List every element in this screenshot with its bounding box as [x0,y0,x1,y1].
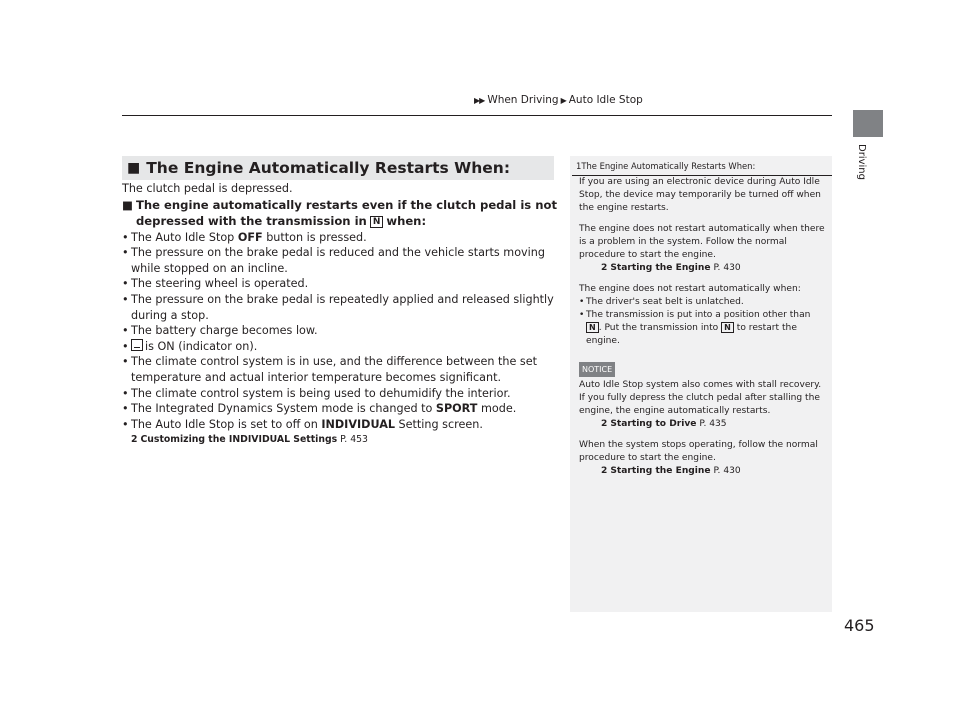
list-item: • The Integrated Dynamics System mode is changed to SPORT mode. [122,401,560,417]
page-number: 465 [844,616,875,635]
sidenote-panel [570,156,832,612]
defroster-icon [131,339,143,351]
sidenote-list [579,296,829,348]
cross-reference[interactable] [122,432,560,448]
reference-arrow-icon: 2 [601,466,608,476]
sidenote-paragraph: Auto Idle Stop system also comes with stall recovery. If you fully depress the clutch pedal after stalling the engine, the engine automatically restarts. [579,380,822,416]
arrow-icon: ▶ [560,96,567,105]
sidenote-paragraph: The engine does not restart automatically when there is a problem in the system. Follow the normal procedure to start the engine. [579,224,825,260]
list-item: • The climate control system is being used to dehumidify the interior. [122,386,560,402]
header-rule [122,115,832,116]
restart-conditions-list [122,230,560,433]
list-item: • The transmission is put into a position other than N . Put the transmission into N to restart the engine. [579,309,829,348]
chapter-label: Driving [856,144,867,180]
list-item: • The pressure on the brake pedal is reduced and the vehicle starts moving while stopped on an incline. [122,245,560,276]
main-content [122,181,560,448]
list-item: • The Auto Idle Stop OFF button is pressed. [122,230,560,246]
list-item: • The steering wheel is operated. [122,276,560,292]
subheading [122,197,560,230]
list-item: • The climate control system is in use, and the difference between the set temperature and actual interior temperature becomes significant. [122,354,560,385]
section-heading [122,156,554,180]
neutral-key-icon: N [370,216,384,228]
neutral-key-icon: N [721,322,734,333]
reference-arrow-icon: 1 [576,161,582,171]
cross-reference[interactable]: 2 Starting the Engine P. 430 [601,263,741,273]
breadcrumb-item-auto-idle-stop[interactable]: Auto Idle Stop [568,94,643,106]
reference-title[interactable]: Customizing the INDIVIDUAL Settings [140,434,338,446]
cross-reference[interactable]: 2 Starting to Drive P. 435 [601,419,727,429]
subheading-suffix: when: [386,214,427,229]
sidenote-heading: 1The Engine Automatically Restarts When: [576,161,756,171]
list-item: • is ON (indicator on). [122,339,560,355]
sidenote-paragraph: If you are using an electronic device during Auto Idle Stop, the device may temporarily be turned off when the engine restarts. [579,177,821,213]
sidenote-body [579,176,829,478]
subheading-text: The engine automatically restarts even if the clutch pedal is not depressed with the transmission in [136,197,557,229]
reference-arrow-icon: 2 [601,263,608,273]
section-title: The Engine Automatically Restarts When: [146,159,511,177]
breadcrumb [474,94,643,106]
sidenote-paragraph: When the system stops operating, follow the normal procedure to start the engine. [579,440,818,463]
list-item: • The pressure on the brake pedal is repeatedly applied and released slightly during a stop. [122,292,560,323]
reference-arrow-icon: 2 [131,434,138,446]
sidenote-paragraph: The engine does not restart automatically when: [579,284,801,294]
chapter-tab [853,110,883,137]
breadcrumb-item-when-driving[interactable]: When Driving [487,94,559,106]
reference-arrow-icon: 2 [601,419,608,429]
list-item: • The Auto Idle Stop is set to off on INDIVIDUAL Setting screen. [122,417,560,433]
neutral-key-icon: N [586,322,599,333]
square-bullet-icon: ■ [127,160,141,176]
cross-reference[interactable]: 2 Starting the Engine P. 430 [601,466,741,476]
double-arrow-icon: ▶▶ [474,96,485,105]
notice-badge: NOTICE [579,362,615,377]
list-item: • The driver's seat belt is unlatched. [579,296,829,309]
square-bullet-icon: ■ [122,197,133,212]
lead-text: The clutch pedal is depressed. [122,182,293,195]
reference-page: P. 453 [340,434,368,446]
list-item: • The battery charge becomes low. [122,323,560,339]
